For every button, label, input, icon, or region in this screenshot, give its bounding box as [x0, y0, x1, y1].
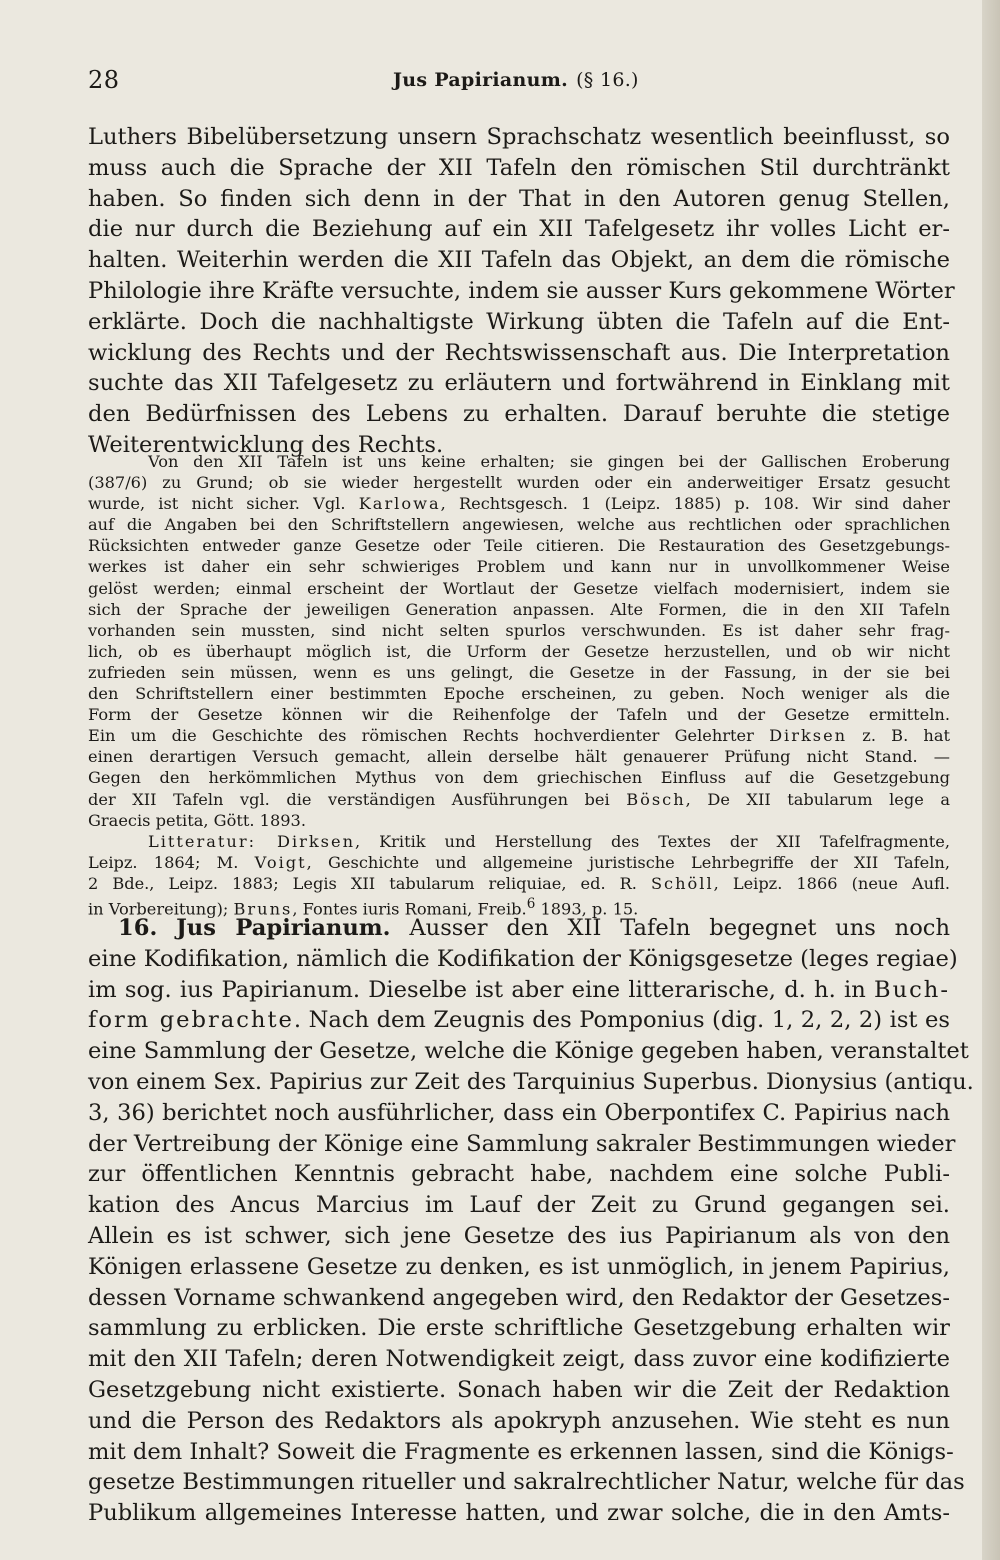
section-heading: Jus Papirianum. [176, 915, 391, 941]
text: Ausser den XII Tafeln begegnet uns noch [390, 915, 950, 941]
note-line: lich, ob es überhaupt möglich ist, die Urform der Gesetze herzustellen, und ob wir nicht [88, 641, 950, 661]
note-text: , Rechtsgesch. 1 (Leipz. 1885) p. 108. Wir sind daher [440, 494, 950, 514]
note-text: 1893, p. 15. [535, 899, 639, 919]
text-line: Luthers Bibelübersetzung unsern Sprachschatz wesentlich beeinflusst, so [88, 124, 950, 150]
note-text: , Geschichte und allgemeine juristische Lehrbegriffe der XII Tafeln, [306, 853, 950, 873]
author-name: Dirksen [276, 832, 355, 851]
author-name: Dirksen [769, 726, 848, 746]
text-line: der Vertreibung der Könige eine Sammlung sakraler Bestimmungen wieder [88, 1130, 956, 1157]
note-text: , Kritik und Herstellung des Textes der XII Tafelfragmente, [355, 832, 950, 851]
text-line: Weiterentwicklung des Rechts. [88, 431, 444, 458]
note-line [88, 789, 950, 810]
text-line: erklärte. Doch die nachhaltigste Wirkung übten die Tafeln auf die Ent- [88, 308, 950, 335]
note-text: wurde, ist nicht sicher. Vgl. [88, 494, 359, 514]
text-line [88, 975, 950, 1006]
literature-note [88, 831, 950, 919]
text-line: Gesetzgebung nicht existierte. Sonach haben wir die Zeit der Redaktion [88, 1376, 950, 1403]
note-text: der XII Tafeln vgl. die verständigen Ausführungen bei [88, 789, 627, 809]
note-text: in Vorbereitung); [88, 899, 234, 919]
note-line: Von den XII Tafeln ist uns keine erhalten; sie gingen bei der Gallischen Eroberung [148, 452, 950, 471]
author-name: Karlowa [358, 494, 441, 514]
note-line: sich der Sprache der jeweiligen Generation anpassen. Alte Formen, die in den XII Tafeln [88, 599, 950, 619]
edition-superscript: 6 [526, 896, 536, 913]
text-line: Königen erlassene Gesetze zu denken, es ist unmöglich, in jenem Papirius, [88, 1253, 950, 1280]
text-line: dessen Vorname schwankend angegeben wird, den Redaktor der Gesetzes- [88, 1284, 950, 1311]
paragraph-continuation [88, 122, 955, 461]
author-name: Bösch [626, 789, 686, 809]
text-line: 3, 36) berichtet noch ausführlicher, dass ein Oberpontifex C. Papirius nach [88, 1099, 950, 1126]
text-line: mit den XII Tafeln; deren Notwendigkeit zeigt, dass zuvor eine kodifizierte [88, 1346, 950, 1373]
note-text: , Fontes iuris Romani, Freib. [292, 899, 527, 919]
note-line: gelöst werden; einmal erscheint der Wortlaut der Gesetze vielfach modernisiert, indem sie [88, 578, 950, 598]
author-name: Schöll [650, 874, 714, 894]
running-head-title [393, 69, 639, 91]
note-line: (387/6) zu Grund; ob sie wieder hergestellt wurden oder ein anderweitiger Ersatz gesucht [88, 473, 950, 493]
note-line: werkes ist daher ein sehr schwieriges Problem und kann nur in unvollkommener Weise [88, 557, 950, 577]
emphasized-text: Buch- [874, 976, 950, 1003]
author-name: Bruns [233, 899, 293, 919]
text-line: den Bedürfnissen des Lebens zu erhalten. Darauf beruhte die stetige [88, 401, 950, 428]
note-line: vorhanden sein mussten, sind nicht selten spurlos verschwunden. Es ist daher sehr frag- [88, 620, 950, 640]
note-text: , Leipz. 1866 (neue Aufl. [713, 874, 950, 894]
text-line: eine Kodifikation, nämlich die Kodifikation der Königsgesetze (leges regiae) [88, 945, 958, 972]
note-line: auf die Angaben bei den Schriftstellern angewiesen, welche aus rechtlichen oder sprachlichen [88, 515, 950, 535]
text-line: von einem Sex. Papirius zur Zeit des Tarquinius Superbus. Dionysius (antiqu. [88, 1068, 974, 1095]
note-line [88, 852, 950, 873]
page-number: 28 [88, 66, 120, 94]
text-line: kation des Ancus Marcius im Lauf der Zeit zu Grund gegangen sei. [88, 1192, 950, 1219]
text-line: suchte das XII Tafelgesetz zu erläutern und fortwährend in Einklang mit [88, 370, 950, 397]
running-head-section: (§ 16.) [576, 69, 639, 91]
text-line: mit dem Inhalt? Soweit die Fragmente es erkennen lassen, sind die Königs- [88, 1438, 954, 1465]
note-line: den Schriftstellern einer bestimmten Epoche erscheinen, zu geben. Noch weniger als die [88, 684, 950, 704]
small-print-note [88, 451, 950, 831]
text: im sog. ius Papirianum. Dieselbe ist aber eine litterarische, d. h. in [88, 976, 874, 1003]
emphasized-text: form gebrachte [88, 1007, 294, 1034]
text-line: eine Sammlung der Gesetze, welche die Könige gegeben haben, veranstaltet [88, 1038, 969, 1065]
text-line: sammlung zu erblicken. Die erste schriftliche Gesetzgebung erhalten wir [88, 1315, 950, 1342]
note-text: 2 Bde., Leipz. 1883; Legis XII tabularum reliquiae, ed. R. [88, 874, 651, 894]
note-line [88, 725, 950, 746]
text-line: gesetze Bestimmungen ritueller und sakralrechtlicher Natur, welche für das [88, 1469, 965, 1496]
note-line: Rücksichten entweder ganze Gesetze oder Teile citieren. Die Restauration des Gesetzgebungs- [88, 536, 950, 556]
note-line [88, 831, 950, 852]
running-head-text: Jus Papirianum. [393, 69, 569, 91]
note-line: zufrieden sein müssen, wenn es uns gelingt, die Gesetze in der Fassung, in der sie bei [88, 662, 950, 682]
note-text: Leipz. 1864; M. [88, 853, 255, 873]
text-line: wicklung des Rechts und der Rechtswissenschaft aus. Die Interpretation [88, 339, 950, 366]
text-line: haben. So finden sich denn in der That in den Autoren genug Stellen, [88, 185, 950, 212]
text-line: Philologie ihre Kräfte versuchte, indem sie ausser Kurs gekommene Wörter [88, 277, 955, 304]
author-name: Voigt [254, 853, 307, 873]
note-line: einen derartigen Versuch gemacht, allein derselbe hält genauerer Prüfung nicht Stand. — [88, 747, 950, 767]
text-line [88, 1005, 950, 1036]
text-line: und die Person des Redaktors als apokryph anzusehen. Wie steht es nun [88, 1407, 950, 1434]
section-number: 16. [118, 915, 158, 941]
note-text: , De XII tabularum lege a [685, 789, 950, 809]
text-line: Allein es ist schwer, sich jene Gesetze des ius Papirianum als von den [88, 1222, 950, 1249]
section-heading-line [88, 913, 950, 944]
literature-label: Litteratur: [148, 832, 277, 851]
note-line [88, 873, 950, 894]
running-header [88, 66, 948, 102]
note-line: Graecis petita, Gött. 1893. [88, 810, 306, 830]
section-16 [88, 913, 974, 1529]
note-line [88, 493, 950, 514]
note-text: Ein um die Geschichte des römischen Rechts hochverdienter Gelehrter [88, 726, 770, 746]
text-line: Publikum allgemeines Interesse hatten, und zwar solche, die in den Amts- [88, 1500, 950, 1527]
text-line: die nur durch die Beziehung auf ein XII Tafelgesetz ihr volles Licht er- [88, 216, 950, 243]
text-line: zur öffentlichen Kenntnis gebracht habe, nachdem eine solche Publi- [88, 1161, 950, 1188]
note-line: Gegen den herkömmlichen Mythus von dem griechischen Einfluss auf die Gesetzgebung [88, 768, 950, 788]
note-text: z. B. hat [847, 726, 950, 746]
note-line: Form der Gesetze können wir die Reihenfolge der Tafeln und der Gesetze ermitteln. [88, 705, 950, 725]
page-edge-shadow [982, 0, 1000, 1560]
text-line: muss auch die Sprache der XII Tafeln den römischen Stil durchtränkt [88, 154, 950, 181]
text-line: halten. Weiterhin werden die XII Tafeln das Objekt, an dem die römische [88, 247, 950, 274]
text: . Nach dem Zeugnis des Pomponius (dig. 1, 2, 2, 2) ist es [293, 1007, 950, 1034]
